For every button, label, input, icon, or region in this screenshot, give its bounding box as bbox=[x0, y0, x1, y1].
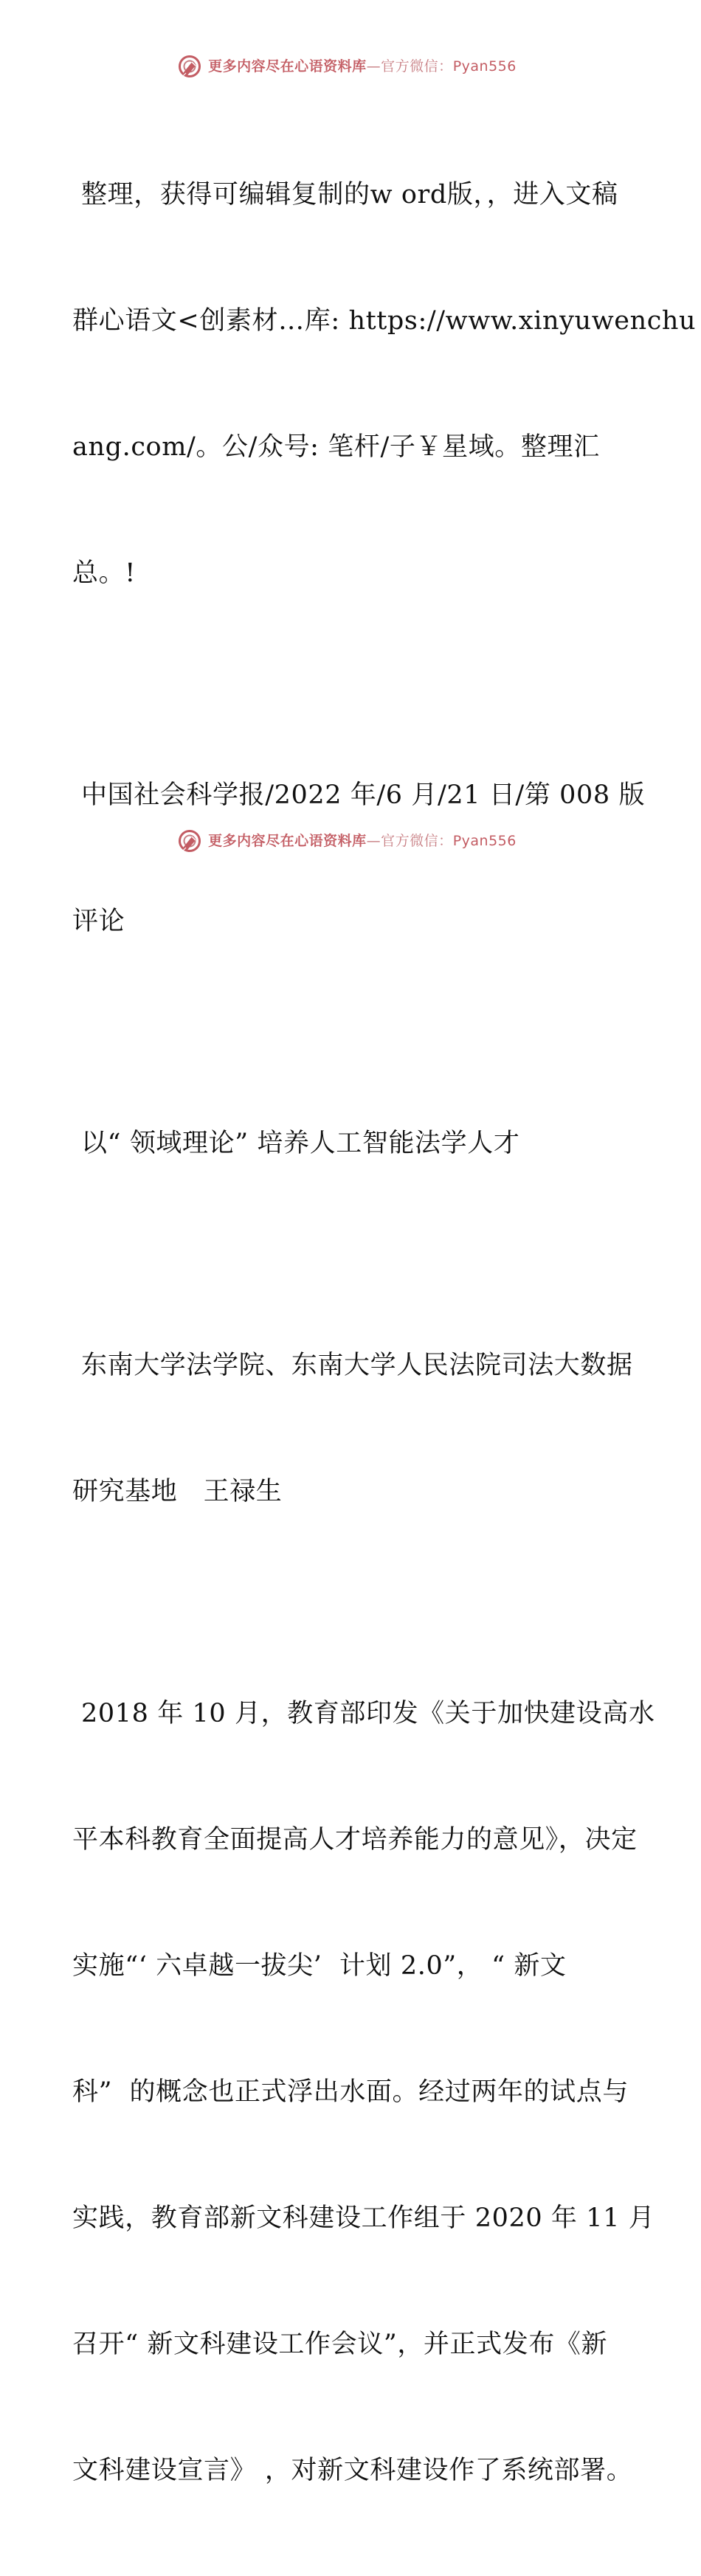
watermark-official: 官方微信： bbox=[381, 832, 453, 849]
top-watermark-content bbox=[177, 54, 517, 79]
intro-paragraph bbox=[72, 90, 697, 679]
watermark-text bbox=[208, 834, 517, 848]
article-title-text: 以“ 领域理论” 培养人工智能法学人才 bbox=[81, 1129, 520, 1158]
body-line: 科” 的概念也正式浮出水面。经过两年的试点与 bbox=[72, 2077, 629, 2107]
intro-line: 整理，获得可编辑复制的w ord版，，进入文稿 bbox=[81, 180, 618, 210]
body-line: 文科建设宣言》 ，对新文科建设作了系统部署。 bbox=[72, 2456, 633, 2485]
pen-logo-icon bbox=[177, 54, 204, 79]
source-line: 中国社会科学报/2022 年/6 月/21 日/第 008 版 bbox=[81, 780, 646, 810]
author-paragraph bbox=[72, 1261, 633, 1597]
document-content bbox=[72, 90, 697, 2576]
watermark-brand: 更多内容尽在心语资料库 bbox=[208, 832, 367, 849]
top-watermark-banner bbox=[0, 52, 701, 81]
body-paragraph bbox=[72, 1609, 655, 2576]
article-title bbox=[72, 1039, 627, 1249]
author-line: 研究基地 王禄生 bbox=[72, 1477, 283, 1506]
bottom-watermark-banner bbox=[0, 826, 701, 856]
watermark-official: 官方微信： bbox=[381, 58, 453, 75]
intro-line: 群心语文<创素材…库: https://www.xinyuwenchu bbox=[72, 306, 697, 336]
bottom-watermark-content bbox=[177, 828, 517, 854]
source-line: 评论 bbox=[72, 907, 125, 936]
intro-line: 总。! bbox=[72, 558, 136, 588]
body-line: 平本科教育全面提高人才培养能力的意见》，决定 bbox=[72, 1825, 638, 1855]
watermark-wechat: Pyan556 bbox=[452, 58, 517, 75]
body-line: 2018 年 10 月，教育部印发《关于加快建设高水 bbox=[81, 1699, 655, 1728]
body-line: 召开“ 新文科建设工作会议”，并正式发布《新 bbox=[72, 2330, 608, 2359]
intro-line: ang.com/。公/众号: 笔杆/子￥星域。整理汇 bbox=[72, 432, 600, 462]
author-line: 东南大学法学院、东南大学人民法院司法大数据 bbox=[81, 1351, 633, 1380]
pen-logo-icon bbox=[177, 828, 204, 854]
body-line: 实践，教育部新文科建设工作组于 2020 年 11 月 bbox=[72, 2203, 655, 2233]
watermark-wechat: Pyan556 bbox=[452, 832, 517, 849]
watermark-brand: 更多内容尽在心语资料库 bbox=[208, 58, 367, 75]
watermark-separator: — bbox=[366, 832, 381, 849]
watermark-text bbox=[208, 60, 517, 74]
body-line: 实施“‘ 六卓越一拔尖’ 计划 2.0”， “ 新文 bbox=[72, 1951, 567, 1981]
source-paragraph bbox=[72, 690, 646, 1027]
watermark-separator: — bbox=[366, 58, 381, 75]
